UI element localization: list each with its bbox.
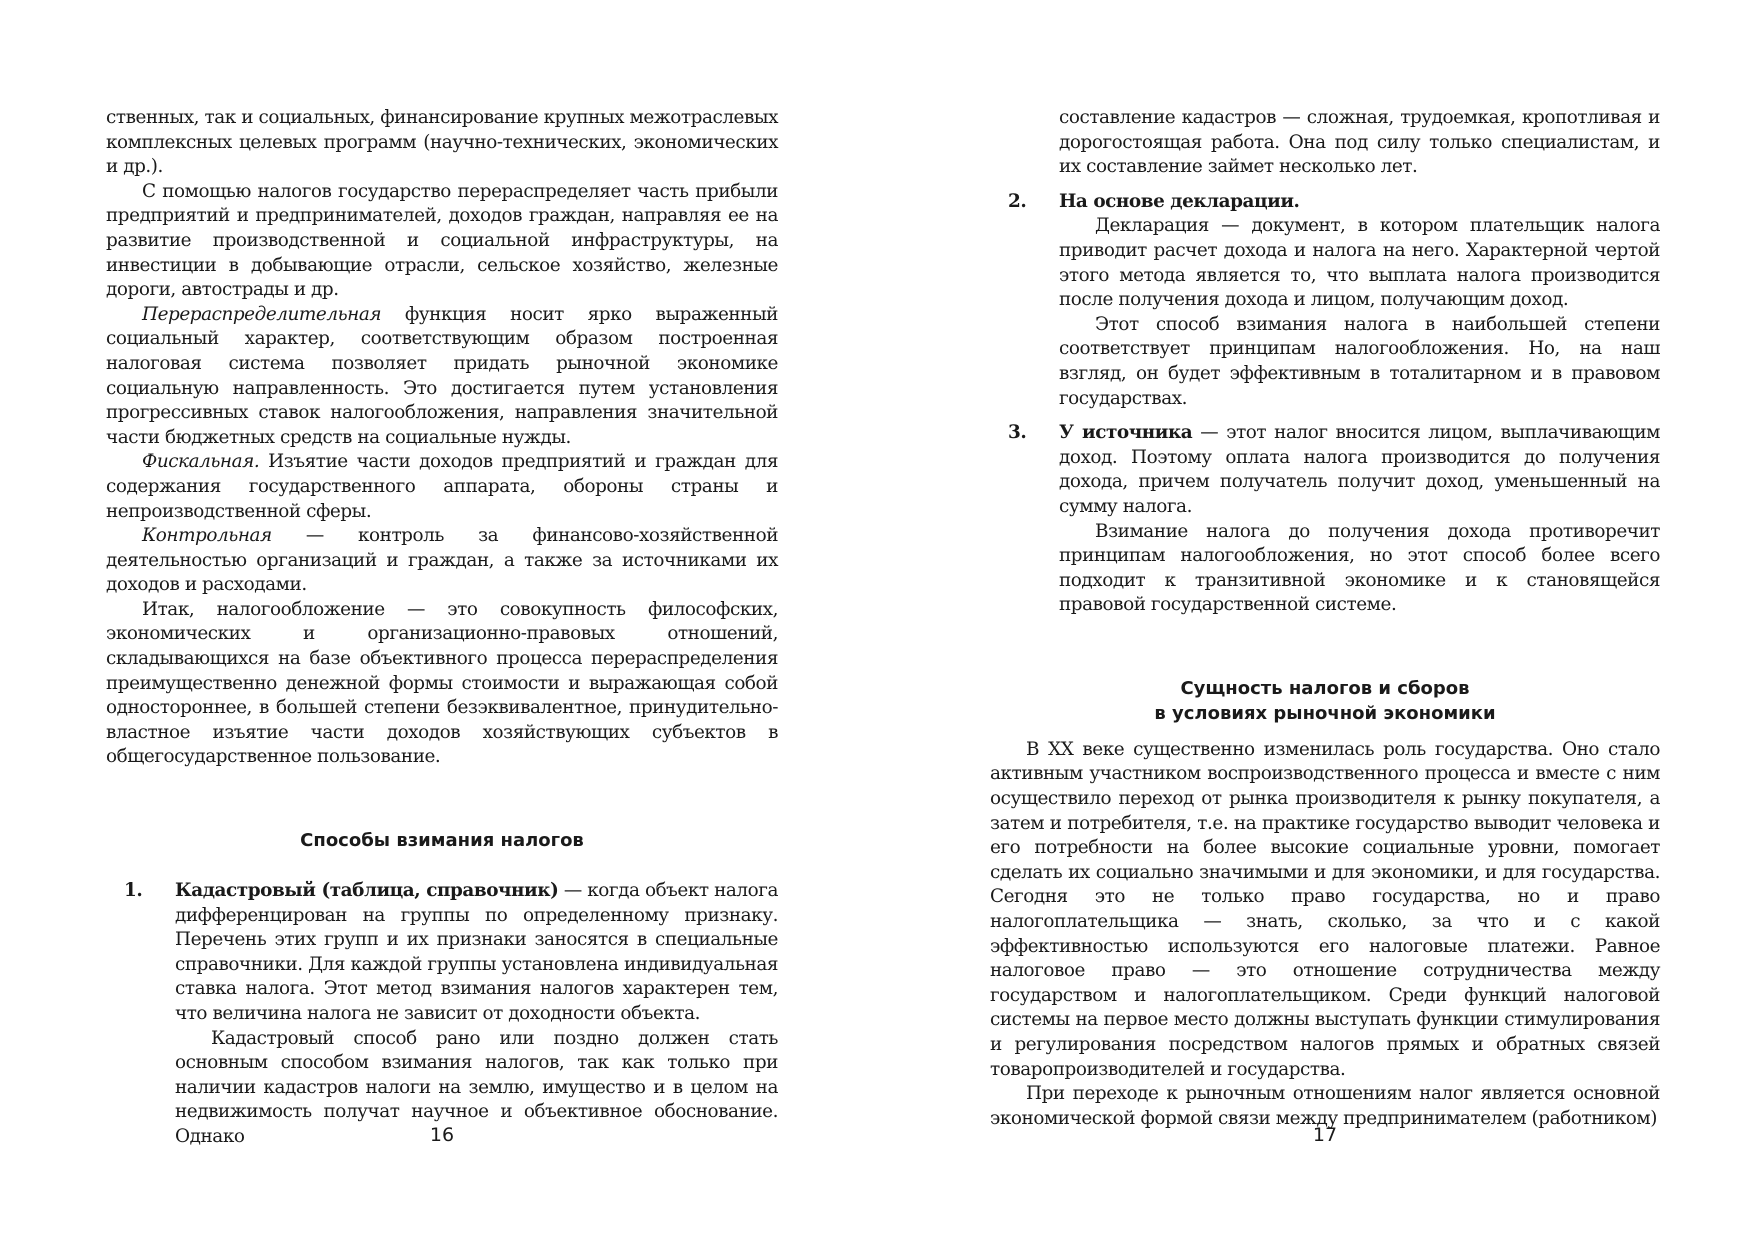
fiscal-term: Фискальная. (142, 451, 260, 473)
control-function-paragraph (106, 524, 778, 598)
left-continuation-paragraph: ственных, так и социальных, финансирование крупных межотраслевых комплексных целевых программ (научно-технических, экономических и др.). (106, 107, 778, 178)
item-sub-paragraph: Взимание налога до получения дохода противоречит принципам налогообложения, но этот способ более всего подходит к транзитивной экономике и к становящейся правовой государственной системе. (1059, 520, 1660, 616)
item-text: — когда объект налога дифференцирован на группы по определенному признаку. Перечень этих групп и их признаки заносятся в специальные справочники. Для каждой группы установлена индивидуальная ставка налога. Этот метод взимания налогов характерен тем, что величина налога не зависит от доходности объекта. (175, 880, 778, 1024)
item-number: 2. (1008, 190, 1027, 212)
fiscal-function-paragraph (106, 450, 778, 524)
item-sub-paragraph: Декларация — документ, в котором плательщик налога приводит расчет дохода и налога на него. Характерной чертой этого метода является то, что выплата налога производится после получения дохода и лицом, получающим доход. (1059, 215, 1660, 311)
item-number: 3. (1008, 422, 1027, 444)
summary-paragraph: Итак, налогообложение — это совокупность философских, экономических и организационно-правовых отношений, складывающихся на базе объективного процесса перераспределения преимущественно денежной формы стоимости и выражающая собой одностороннее, в большей степени безэквивалентное, принудительно-властное изъятие части доходов хозяйствующих субъектов в общегосударственное пользование. (106, 598, 778, 768)
redistributive-text: функция носит ярко выраженный социальный характер, соответствующим образом построенная налоговая система позволяет придать рыночной экономике социальную направленность. Это достигается путем установления прогрессивных ставок налогообложения, направления значительной части бюджетных средств на социальные нужды. (106, 303, 778, 448)
page-number-right: 17 (1312, 1124, 1338, 1146)
section-heading-methods: Способы взимания налогов (300, 830, 584, 852)
redistributive-function-paragraph (106, 303, 778, 451)
item-title: У источника (1059, 422, 1193, 444)
method-item-cadastral-continued (990, 106, 1660, 180)
redistributive-term: Перераспределительная (142, 303, 382, 325)
left-page (106, 106, 778, 1150)
item-sub-paragraph: Этот способ взимания налога в наибольшей степени соответствует принципам налогообложения. Но, на наш взгляд, он будет эффективным в тоталитарном и в правовом государствах. (1059, 313, 1660, 409)
item-text: — этот налог вносится лицом, выплачивающим доход. Поэтому оплата налога производится до получения дохода, причем получатель получит доход, уменьшенный на сумму налога. (1059, 422, 1660, 517)
page-number-left: 16 (429, 1124, 455, 1146)
method-item-at-source (990, 421, 1660, 618)
control-term: Контрольная (142, 525, 272, 547)
market-transition-paragraph: При переходе к рыночным отношениям налог является основной экономической формой связи между предпринимателем (работником) (990, 1083, 1660, 1129)
right-page (990, 106, 1660, 1131)
item-title: Кадастровый (таблица, справочник) (175, 880, 559, 902)
section-heading-essence (990, 676, 1660, 726)
item-body (175, 879, 778, 1027)
item-body (1059, 190, 1660, 215)
redistribution-paragraph: С помощью налогов государство перераспределяет часть прибыли предприятий и предпринимателей, доходов граждан, направляя ее на развитие производственной и социальной инфраструктуры, на инвестиции в добывающие отрасли, сельское хозяйство, железные дороги, автострады и др. (106, 180, 778, 301)
item-title: На основе декларации. (1059, 190, 1300, 212)
control-text: — контроль за финансово-хозяйственной деятельностью организаций и граждан, а также за источниками их доходов и расходами. (106, 525, 778, 596)
heading-line-2: в условиях рыночной экономики (1154, 702, 1496, 724)
xx-century-paragraph: В XX веке существенно изменилась роль государства. Оно стало активным участником воспроизводственного процесса и вместе с ним осуществило переход от рынка производителя к рынку покупателя, а затем и потребителя, т.е. на практике государство выводит человека и его потребности на более высокие социальные уровни, помогает сделать их социально значимыми и для экономики, и для государства. Сегодня это не только право государства, но и право налогоплательщика — знать, сколько, за что и с какой эффективностью используются его налоговые платежи. Равное налоговое право — это отношение сотрудничества между государством и налогоплательщиком. Среди функций налоговой системы на первое место должны выступать функции стимулирования и регулирования посредством налогов прямых и обратных связей товаропроизводителей и государства. (990, 738, 1660, 1080)
item-number: 1. (124, 880, 143, 902)
method-item-declaration (990, 190, 1660, 411)
method-item-cadastral (106, 879, 778, 1150)
item-body (1059, 421, 1660, 519)
heading-line-1: Сущность налогов и сборов (1180, 677, 1470, 699)
item-sub-paragraph: Кадастровый способ рано или поздно должен стать основным способом взимания налогов, так как только при наличии кадастров налоги на землю, имущество и в целом на недвижимость получат научное и объективное обоснование. Однако (175, 1027, 778, 1147)
fiscal-text: Изъятие части доходов предприятий и граждан для содержания государственного аппарата, обороны страны и непроизводственной сферы. (106, 451, 778, 522)
right-continuation-paragraph: составление кадастров — сложная, трудоемкая, кропотливая и дорогостоящая работа. Она под силу только специалистам, и их составление займет несколько лет. (1059, 107, 1660, 178)
